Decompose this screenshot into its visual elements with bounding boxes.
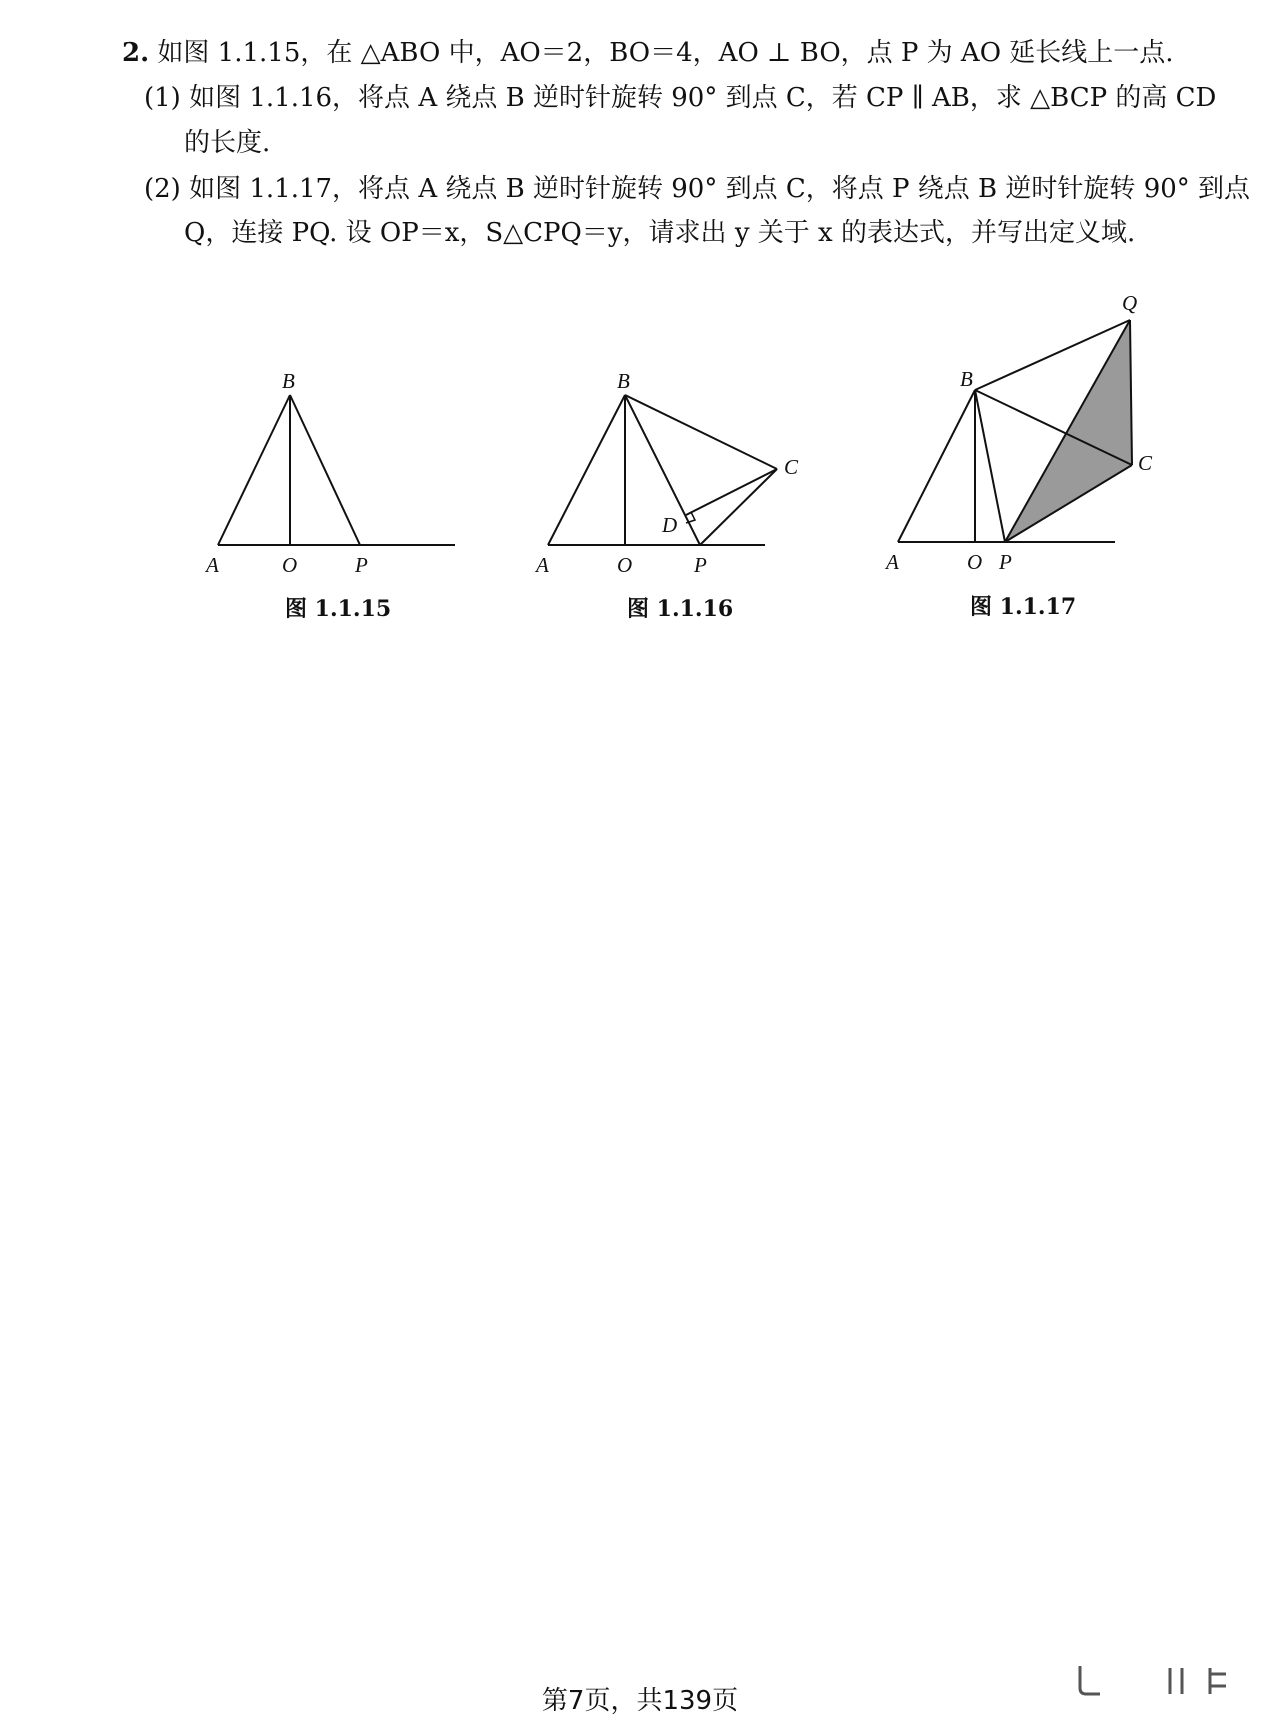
problem-number: 2.	[122, 38, 150, 68]
figure-1-1-15-diagram	[190, 360, 480, 590]
figure-1-1-17	[870, 290, 1160, 574]
figure-1-1-16	[520, 360, 820, 590]
label-c: C	[784, 455, 799, 479]
problem-intro-line	[122, 38, 1174, 68]
label-b: B	[617, 369, 630, 393]
label-a: A	[536, 553, 549, 577]
label-o: O	[617, 553, 633, 577]
label-b: B	[960, 367, 973, 391]
caption-1-1-15: 图 1.1.15	[285, 596, 392, 622]
scan-toolbar-icon	[1060, 1660, 1260, 1700]
label-p: P	[694, 553, 707, 577]
segment-bp	[290, 395, 360, 545]
figure-1-1-16-diagram	[520, 360, 820, 590]
label-b: B	[282, 369, 295, 393]
part2-line2: Q，连接 PQ. 设 OP＝x，S△CPQ＝y，请求出 y 关于 x 的表达式，并写出定义域.	[184, 218, 1136, 248]
figure-1-1-17-diagram	[870, 290, 1160, 574]
problem-intro: 如图 1.1.15，在 △ABO 中，AO＝2，BO＝4，AO ⊥ BO，点 P 为 AO 延长线上一点.	[157, 38, 1174, 68]
segment-cp	[700, 469, 777, 545]
label-a: A	[206, 553, 219, 577]
caption-1-1-16: 图 1.1.16	[627, 596, 734, 622]
segment-ab	[898, 390, 975, 542]
label-p: P	[355, 553, 368, 577]
page-footer: 第7页，共139页	[541, 1686, 739, 1716]
label-o: O	[282, 553, 298, 577]
label-a: A	[886, 550, 899, 574]
label-p: P	[999, 550, 1012, 574]
figure-1-1-15	[190, 360, 480, 590]
caption-1-1-17: 图 1.1.17	[970, 594, 1077, 620]
label-q: Q	[1122, 291, 1138, 315]
label-d: D	[662, 513, 678, 537]
part1-line2: 的长度.	[184, 128, 271, 158]
label-o: O	[967, 550, 983, 574]
segment-bc	[625, 395, 777, 469]
part1-line1: (1) 如图 1.1.16，将点 A 绕点 B 逆时针旋转 90° 到点 C，若 CP ∥ AB，求 △BCP 的高 CD	[144, 83, 1217, 113]
segment-cd	[686, 469, 777, 515]
segment-bp	[975, 390, 1005, 542]
part2-line1: (2) 如图 1.1.17，将点 A 绕点 B 逆时针旋转 90° 到点 C，将点 P 绕点 B 逆时针旋转 90° 到点	[144, 174, 1251, 204]
segment-ab	[218, 395, 290, 545]
segment-ab	[548, 395, 625, 545]
label-c: C	[1138, 451, 1153, 475]
